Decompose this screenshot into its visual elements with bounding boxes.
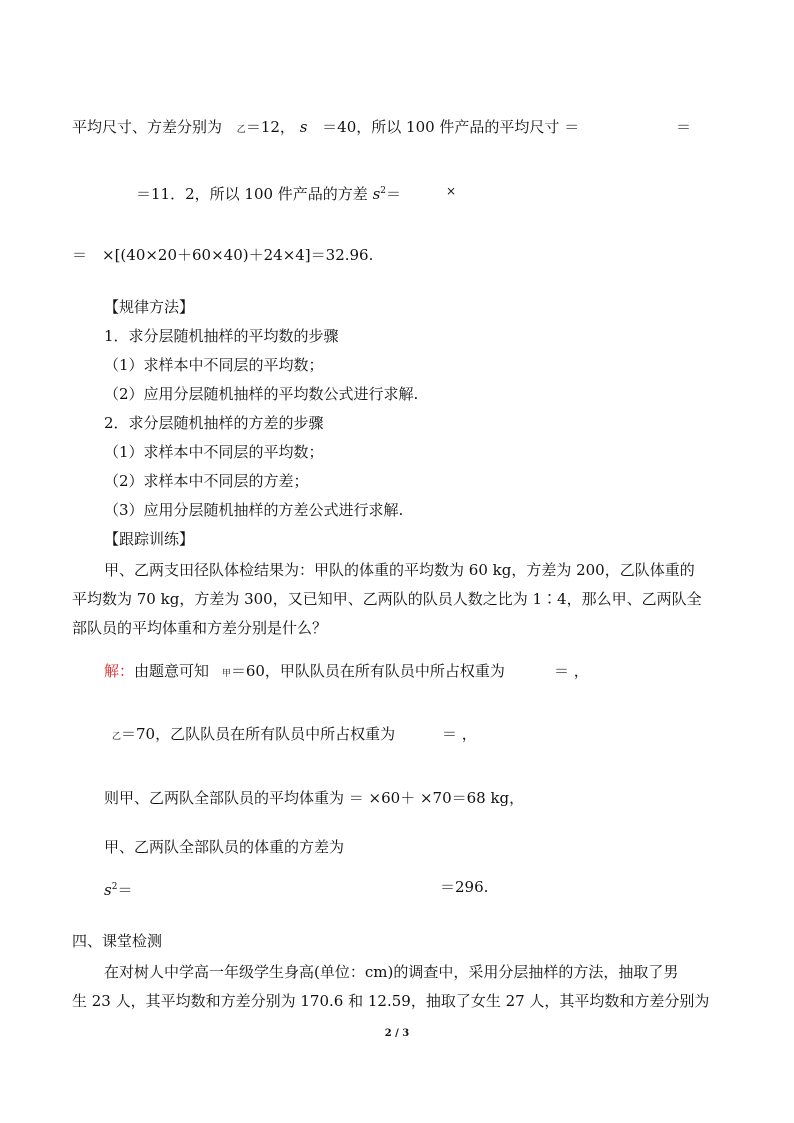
text-line: 则甲、乙两队全部队员的平均体重为 ＝ ×60＋ ×70＝68 kg， xyxy=(104,789,525,807)
text: ＝ xyxy=(676,118,692,136)
text: ＝40，所以 100 件产品的平均尺寸 ＝ xyxy=(322,118,580,136)
variable: s xyxy=(299,118,308,136)
text-line xyxy=(442,723,477,745)
variable: s xyxy=(372,185,381,203)
text-line: （1）求样本中不同层的平均数； xyxy=(104,356,324,374)
text-line xyxy=(104,660,505,685)
text: ＝ xyxy=(386,185,402,203)
text-line xyxy=(104,876,132,901)
text-line: 在对树人中学高一年级学生身高(单位：cm)的调查中，采用分层抽样的方法，抽取了男 xyxy=(104,963,679,981)
subscript: 乙 xyxy=(112,732,122,742)
text-line: 2．求分层随机抽样的方差的步骤 xyxy=(104,414,324,432)
text-line: （2）应用分层随机抽样的平均数公式进行求解. xyxy=(104,385,419,403)
text-line: （2）求样本中不同层的方差； xyxy=(104,472,309,490)
subscript: 乙 xyxy=(236,125,246,135)
text: ＝70，乙队队员在所有队员中所占权重为 xyxy=(121,725,396,743)
text: ＝11．2，所以 100 件产品的方差 xyxy=(136,185,368,203)
text-line xyxy=(676,116,691,138)
variable: s xyxy=(104,881,112,899)
text-line: 部队员的平均体重和方差分别是什么？ xyxy=(72,619,328,637)
text-line xyxy=(72,116,579,141)
section-heading: 【跟踪训练】 xyxy=(104,530,195,548)
superscript: 2 xyxy=(380,186,387,196)
page-number: 2 / 3 xyxy=(384,1028,410,1039)
superscript: 2 xyxy=(111,882,118,892)
section-heading: 四、课堂检测 xyxy=(72,932,163,950)
text: × xyxy=(446,184,457,198)
subscript: 甲 xyxy=(221,669,231,679)
text: 由题意可知 xyxy=(134,662,210,680)
text: ＝296. xyxy=(440,878,489,896)
text-line: 平均数为 70 kg，方差为 300，又已知甲、乙两队的队员人数之比为 1∶4，那么甲、乙两队全 xyxy=(72,590,702,608)
text: ＝ ， xyxy=(554,662,589,680)
text-line xyxy=(136,180,401,205)
text-line: ＝ ×[(40×20＋60×40)＋24×4]＝32.96. xyxy=(72,246,374,264)
solution-label: 解： xyxy=(104,662,135,680)
text-line: 甲、乙两队全部队员的体重的方差为 xyxy=(104,838,345,856)
text-line xyxy=(446,180,456,202)
text: 平均尺寸、方差分别为 xyxy=(72,118,223,136)
text-line: 甲、乙两支田径队体检结果为：甲队的体重的平均数为 60 kg，方差为 200，乙队体重的 xyxy=(104,561,695,579)
text: ＝ ， xyxy=(442,725,477,743)
text-line: （3）应用分层随机抽样的方差公式进行求解. xyxy=(104,501,404,519)
text-line: （1）求样本中不同层的平均数； xyxy=(104,443,324,461)
text-line: 1．求分层随机抽样的平均数的步骤 xyxy=(104,327,339,345)
text-line xyxy=(554,660,589,682)
text-line xyxy=(104,723,395,748)
text: ＝12， xyxy=(245,118,295,136)
section-heading: 【规律方法】 xyxy=(104,298,195,316)
text: ＝60，甲队队员在所有队员中所占权重为 xyxy=(230,662,505,680)
text-line: 生 23 人，其平均数和方差分别为 170.6 和 12.59，抽取了女生 27 人，其平均数和方差分别为 xyxy=(72,992,710,1010)
text: ＝ xyxy=(117,881,133,899)
text-line xyxy=(440,876,488,898)
